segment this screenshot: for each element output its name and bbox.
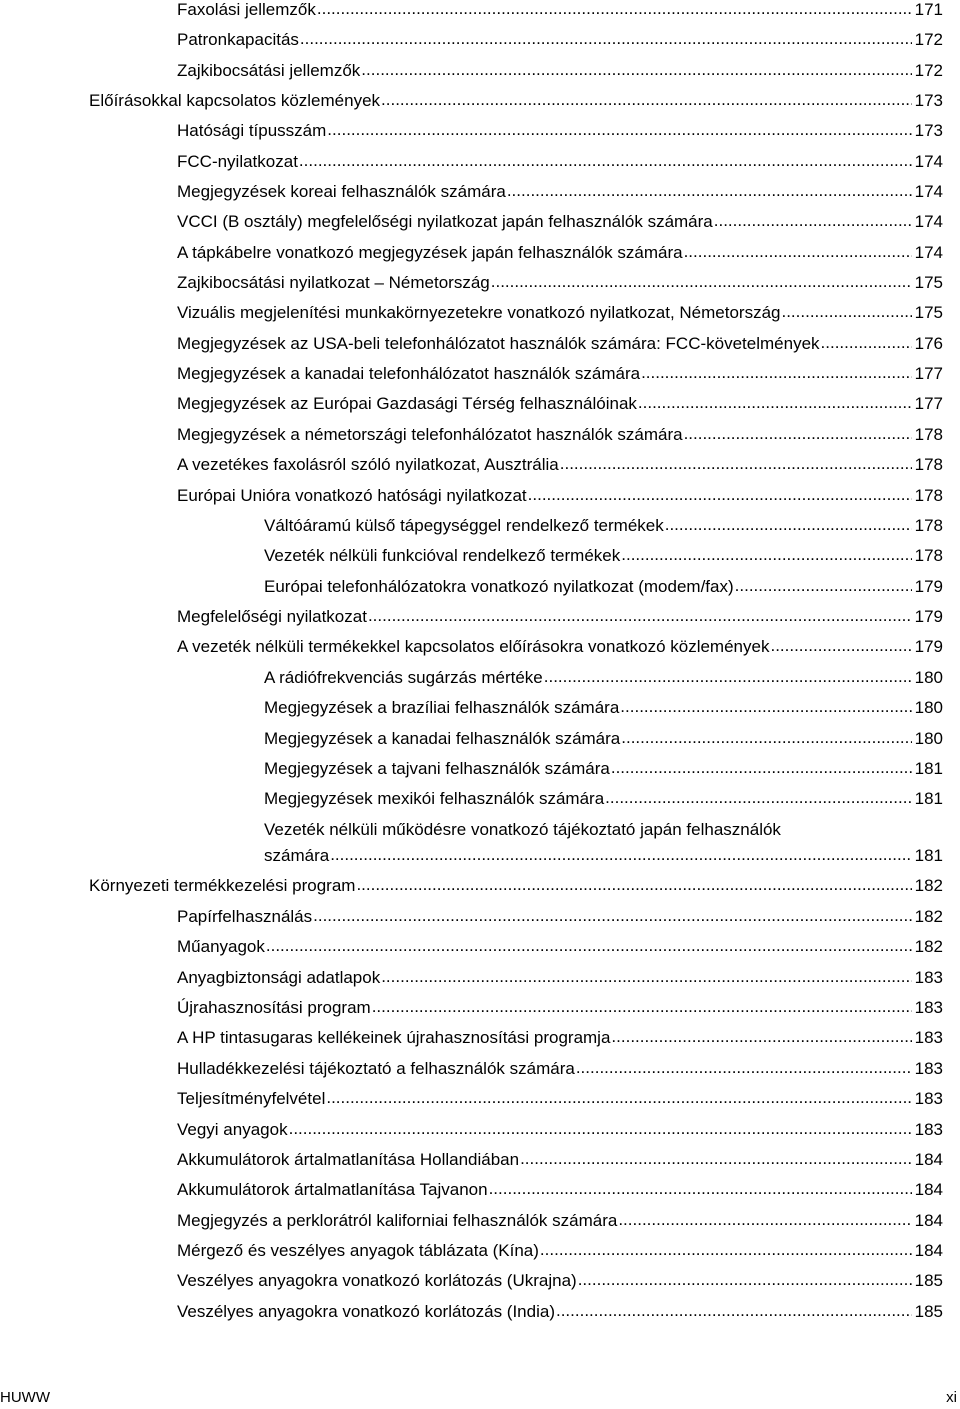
toc-leader bbox=[618, 1210, 911, 1230]
toc-entry-page: 174 bbox=[914, 182, 943, 201]
toc-entry-page: 183 bbox=[914, 1028, 943, 1047]
toc-entry-title: Hatósági típusszám bbox=[177, 121, 327, 140]
toc-entry-page: 185 bbox=[914, 1302, 943, 1321]
toc-leader bbox=[605, 788, 911, 808]
toc-entry-title: Veszélyes anyagokra vonatkozó korlátozás (India) bbox=[177, 1302, 555, 1321]
toc-entry[interactable] bbox=[177, 121, 943, 141]
toc-leader bbox=[489, 1179, 912, 1199]
toc-entry-title: Vizuális megjelenítési munkakörnyezetekre vonatkozó nyilatkozat, Németország bbox=[177, 303, 781, 322]
toc-entry-page: 178 bbox=[914, 516, 943, 535]
toc-entry-title: Akkumulátorok ártalmatlanítása Tajvanon bbox=[177, 1180, 488, 1199]
toc-entry-title: Megjegyzések az USA-beli telefonhálózatot használók számára: FCC-követelmények bbox=[177, 334, 820, 353]
toc-entry-page: 178 bbox=[914, 425, 943, 444]
toc-entry[interactable] bbox=[264, 729, 943, 749]
toc-entry[interactable] bbox=[177, 1271, 943, 1291]
toc-entry[interactable] bbox=[177, 486, 943, 506]
toc-leader bbox=[266, 936, 912, 956]
toc-entry-title: Megjegyzések a brazíliai felhasználók számára bbox=[264, 698, 620, 717]
toc-entry-page: 178 bbox=[914, 546, 943, 565]
toc-entry-page: 183 bbox=[914, 1089, 943, 1108]
toc-entry[interactable] bbox=[177, 998, 943, 1018]
toc-entry-title: Megjegyzések a tajvani felhasználók számára bbox=[264, 759, 610, 778]
toc-entry[interactable] bbox=[177, 1241, 943, 1261]
toc-leader bbox=[299, 151, 912, 171]
toc-entry-title: Anyagbiztonsági adatlapok bbox=[177, 968, 381, 987]
toc-entry-page: 180 bbox=[914, 729, 943, 748]
toc-leader bbox=[684, 242, 912, 262]
toc-entry-title: Vezeték nélküli funkcióval rendelkező termékek bbox=[264, 546, 621, 565]
toc-leader bbox=[528, 485, 912, 505]
toc-leader bbox=[621, 728, 911, 748]
toc-entry-page: 183 bbox=[914, 968, 943, 987]
toc-leader bbox=[520, 1149, 912, 1169]
toc-entry-page: 179 bbox=[914, 607, 943, 626]
toc-entry-page: 180 bbox=[914, 668, 943, 687]
toc-entry-page: 184 bbox=[914, 1241, 943, 1260]
toc-entry[interactable] bbox=[89, 876, 943, 896]
toc-leader bbox=[576, 1058, 912, 1078]
toc-leader bbox=[735, 576, 912, 596]
toc-entry-title: Megjegyzések a németországi telefonhálózatot használók számára bbox=[177, 425, 683, 444]
toc-entry[interactable] bbox=[177, 182, 943, 202]
toc-entry-title: Faxolási jellemzők bbox=[177, 0, 316, 19]
toc-leader bbox=[770, 636, 911, 656]
toc-leader bbox=[326, 1088, 911, 1108]
toc-entry-title: Európai telefonhálózatokra vonatkozó nyilatkozat (modem/fax) bbox=[264, 577, 734, 596]
toc-entry-page: 174 bbox=[914, 243, 943, 262]
toc-entry-page: 184 bbox=[914, 1180, 943, 1199]
toc-entry[interactable] bbox=[177, 1211, 943, 1231]
toc-entry-page: 178 bbox=[914, 486, 943, 505]
toc-entry-title: Zajkibocsátási jellemzők bbox=[177, 61, 361, 80]
toc-entry[interactable] bbox=[177, 303, 943, 323]
toc-entry-page: 182 bbox=[914, 937, 943, 956]
toc-entry-title: Váltóáramú külső tápegységgel rendelkező termékek bbox=[264, 516, 664, 535]
toc-leader bbox=[611, 1027, 911, 1047]
toc-entry[interactable] bbox=[264, 698, 943, 718]
toc-entry-page: 172 bbox=[914, 61, 943, 80]
toc-entry[interactable] bbox=[89, 91, 943, 111]
toc-entry[interactable] bbox=[177, 212, 943, 232]
toc-entry-title: Patronkapacitás bbox=[177, 30, 299, 49]
toc-entry[interactable] bbox=[177, 968, 943, 988]
toc-entry-title: Zajkibocsátási nyilatkozat – Németország bbox=[177, 273, 490, 292]
toc-entry-page: 175 bbox=[914, 273, 943, 292]
toc-entry-page: 174 bbox=[914, 212, 943, 231]
toc-entry-title: Műanyagok bbox=[177, 937, 265, 956]
toc-entry-title: Megfelelőségi nyilatkozat bbox=[177, 607, 367, 626]
toc-leader bbox=[621, 545, 911, 565]
toc-entry-title: Környezeti termékkezelési program bbox=[89, 876, 356, 895]
toc-entry-title: Akkumulátorok ártalmatlanítása Hollandiában bbox=[177, 1150, 520, 1169]
toc-leader bbox=[578, 1270, 912, 1290]
toc-leader bbox=[317, 0, 912, 19]
toc-entry[interactable] bbox=[264, 546, 943, 566]
toc-entry[interactable] bbox=[177, 607, 943, 627]
toc-entry-page: 172 bbox=[914, 30, 943, 49]
toc-entry-page: 183 bbox=[914, 1120, 943, 1139]
toc-leader bbox=[821, 333, 912, 353]
toc-entry[interactable] bbox=[177, 455, 943, 475]
toc-entry[interactable] bbox=[177, 1089, 943, 1109]
toc-leader bbox=[620, 697, 911, 717]
toc-entry-page: 177 bbox=[914, 394, 943, 413]
toc-leader bbox=[507, 181, 912, 201]
toc-entry[interactable] bbox=[177, 152, 943, 172]
toc-entry[interactable] bbox=[177, 1028, 943, 1048]
toc-leader bbox=[289, 1119, 912, 1139]
toc-entry[interactable] bbox=[177, 243, 943, 263]
toc-entry-page: 181 bbox=[914, 846, 943, 865]
toc-entry-title: Újrahasznosítási program bbox=[177, 998, 371, 1017]
toc-leader bbox=[300, 29, 912, 49]
toc-entry-title: Megjegyzések az Európai Gazdasági Térség felhasználóinak bbox=[177, 394, 637, 413]
toc-leader bbox=[781, 302, 911, 322]
toc-entry[interactable] bbox=[177, 0, 943, 20]
toc-entry[interactable] bbox=[177, 61, 943, 81]
toc-entry[interactable] bbox=[177, 1120, 943, 1140]
toc-leader bbox=[540, 1240, 912, 1260]
toc-entry-page: 181 bbox=[914, 759, 943, 778]
toc-entry-title: Teljesítményfelvétel bbox=[177, 1089, 326, 1108]
footer-page-number: xi bbox=[946, 1389, 957, 1406]
toc-entry[interactable] bbox=[177, 394, 943, 414]
toc-leader bbox=[714, 211, 912, 231]
toc-leader bbox=[491, 272, 912, 292]
toc-entry-title: FCC-nyilatkozat bbox=[177, 152, 298, 171]
toc-entry-page: 177 bbox=[914, 364, 943, 383]
toc-entry-title: Papírfelhasználás bbox=[177, 907, 313, 926]
toc-entry-page: 183 bbox=[914, 1059, 943, 1078]
toc-entry[interactable] bbox=[177, 334, 943, 354]
toc-entry-title: Hulladékkezelési tájékoztató a felhasználók számára bbox=[177, 1059, 575, 1078]
toc-entry-title: Megjegyzések a kanadai telefonhálózatot használók számára bbox=[177, 364, 641, 383]
toc-leader bbox=[381, 90, 912, 110]
toc-entry-page: 173 bbox=[914, 91, 943, 110]
toc-entry-page: 181 bbox=[914, 789, 943, 808]
toc-entry-title: A tápkábelre vonatkozó megjegyzések japán felhasználók számára bbox=[177, 243, 683, 262]
toc-entry-title: A vezetékes faxolásról szóló nyilatkozat, Ausztrália bbox=[177, 455, 559, 474]
toc-entry[interactable] bbox=[177, 1150, 943, 1170]
toc-entry-title: Előírásokkal kapcsolatos közlemények bbox=[89, 91, 381, 110]
footer-document-code: HUWW bbox=[0, 1389, 50, 1406]
toc-leader bbox=[381, 967, 911, 987]
toc-entry-page: 185 bbox=[914, 1271, 943, 1290]
toc-entry[interactable] bbox=[177, 1302, 943, 1322]
toc-entry-page: 184 bbox=[914, 1150, 943, 1169]
toc-entry-page: 182 bbox=[914, 907, 943, 926]
toc-leader bbox=[368, 606, 912, 626]
toc-leader bbox=[638, 393, 912, 413]
toc-entry-page: 183 bbox=[914, 998, 943, 1017]
toc-entry[interactable] bbox=[177, 937, 943, 957]
toc-leader bbox=[361, 60, 911, 80]
toc-entry[interactable] bbox=[177, 364, 943, 384]
toc-leader bbox=[372, 997, 912, 1017]
toc-entry[interactable] bbox=[177, 907, 943, 927]
toc-entry-title: Megjegyzés a perklorátról kaliforniai felhasználók számára bbox=[177, 1211, 618, 1230]
toc-leader bbox=[356, 875, 911, 895]
toc-entry-title: Vegyi anyagok bbox=[177, 1120, 288, 1139]
toc-entry[interactable] bbox=[264, 516, 943, 536]
toc-entry-page: 171 bbox=[914, 0, 943, 19]
toc-entry-page: 179 bbox=[914, 637, 943, 656]
toc-leader bbox=[665, 515, 912, 535]
toc-entry-title: VCCI (B osztály) megfelelőségi nyilatkozat japán felhasználók számára bbox=[177, 212, 713, 231]
toc-entry-title: A HP tintasugaras kellékeinek újrahasznosítási programja bbox=[177, 1028, 611, 1047]
toc-entry-page: 175 bbox=[914, 303, 943, 322]
toc-entry[interactable] bbox=[264, 789, 943, 809]
toc-entry-title: Megjegyzések a kanadai felhasználók számára bbox=[264, 729, 621, 748]
toc-entry[interactable] bbox=[264, 668, 943, 688]
toc-entry-page: 174 bbox=[914, 152, 943, 171]
toc-leader bbox=[611, 758, 912, 778]
toc-leader bbox=[556, 1301, 912, 1321]
toc-entry-page: 178 bbox=[914, 455, 943, 474]
toc-leader bbox=[544, 667, 912, 687]
toc-leader bbox=[313, 906, 911, 926]
toc-entry-title-line1[interactable]: Vezeték nélküli működésre vonatkozó tájékoztató japán felhasználók bbox=[264, 820, 781, 839]
toc-entry[interactable] bbox=[264, 759, 943, 779]
toc-entry[interactable] bbox=[177, 1180, 943, 1200]
toc-entry[interactable] bbox=[177, 273, 943, 293]
toc-entry-title: Európai Unióra vonatkozó hatósági nyilatkozat bbox=[177, 486, 527, 505]
toc-entry[interactable] bbox=[177, 30, 943, 50]
toc-entry-title: Mérgező és veszélyes anyagok táblázata (Kína) bbox=[177, 1241, 539, 1260]
toc-leader bbox=[641, 363, 912, 383]
toc-entry-page: 184 bbox=[914, 1211, 943, 1230]
toc-entry[interactable] bbox=[177, 637, 943, 657]
toc-entry-title: Veszélyes anyagokra vonatkozó korlátozás (Ukrajna) bbox=[177, 1271, 577, 1290]
toc-entry[interactable] bbox=[264, 577, 943, 597]
toc-entry-title: A vezeték nélküli termékekkel kapcsolatos előírásokra vonatkozó közlemények bbox=[177, 637, 770, 656]
toc-entry-title: számára bbox=[264, 846, 330, 865]
toc-entry[interactable] bbox=[177, 425, 943, 445]
toc-leader bbox=[560, 454, 912, 474]
toc-leader bbox=[684, 424, 912, 444]
toc-leader bbox=[330, 845, 911, 865]
toc-entry[interactable] bbox=[264, 846, 943, 866]
toc-entry-page: 173 bbox=[914, 121, 943, 140]
toc-entry-page: 180 bbox=[914, 698, 943, 717]
toc-entry-title: A rádiófrekvenciás sugárzás mértéke bbox=[264, 668, 543, 687]
toc-entry-page: 176 bbox=[914, 334, 943, 353]
toc-entry[interactable] bbox=[177, 1059, 943, 1079]
toc-entry-page: 182 bbox=[914, 876, 943, 895]
toc-entry-page: 179 bbox=[914, 577, 943, 596]
toc-leader bbox=[327, 120, 911, 140]
toc-entry-title: Megjegyzések koreai felhasználók számára bbox=[177, 182, 506, 201]
toc-entry-title: Megjegyzések mexikói felhasználók számára bbox=[264, 789, 605, 808]
